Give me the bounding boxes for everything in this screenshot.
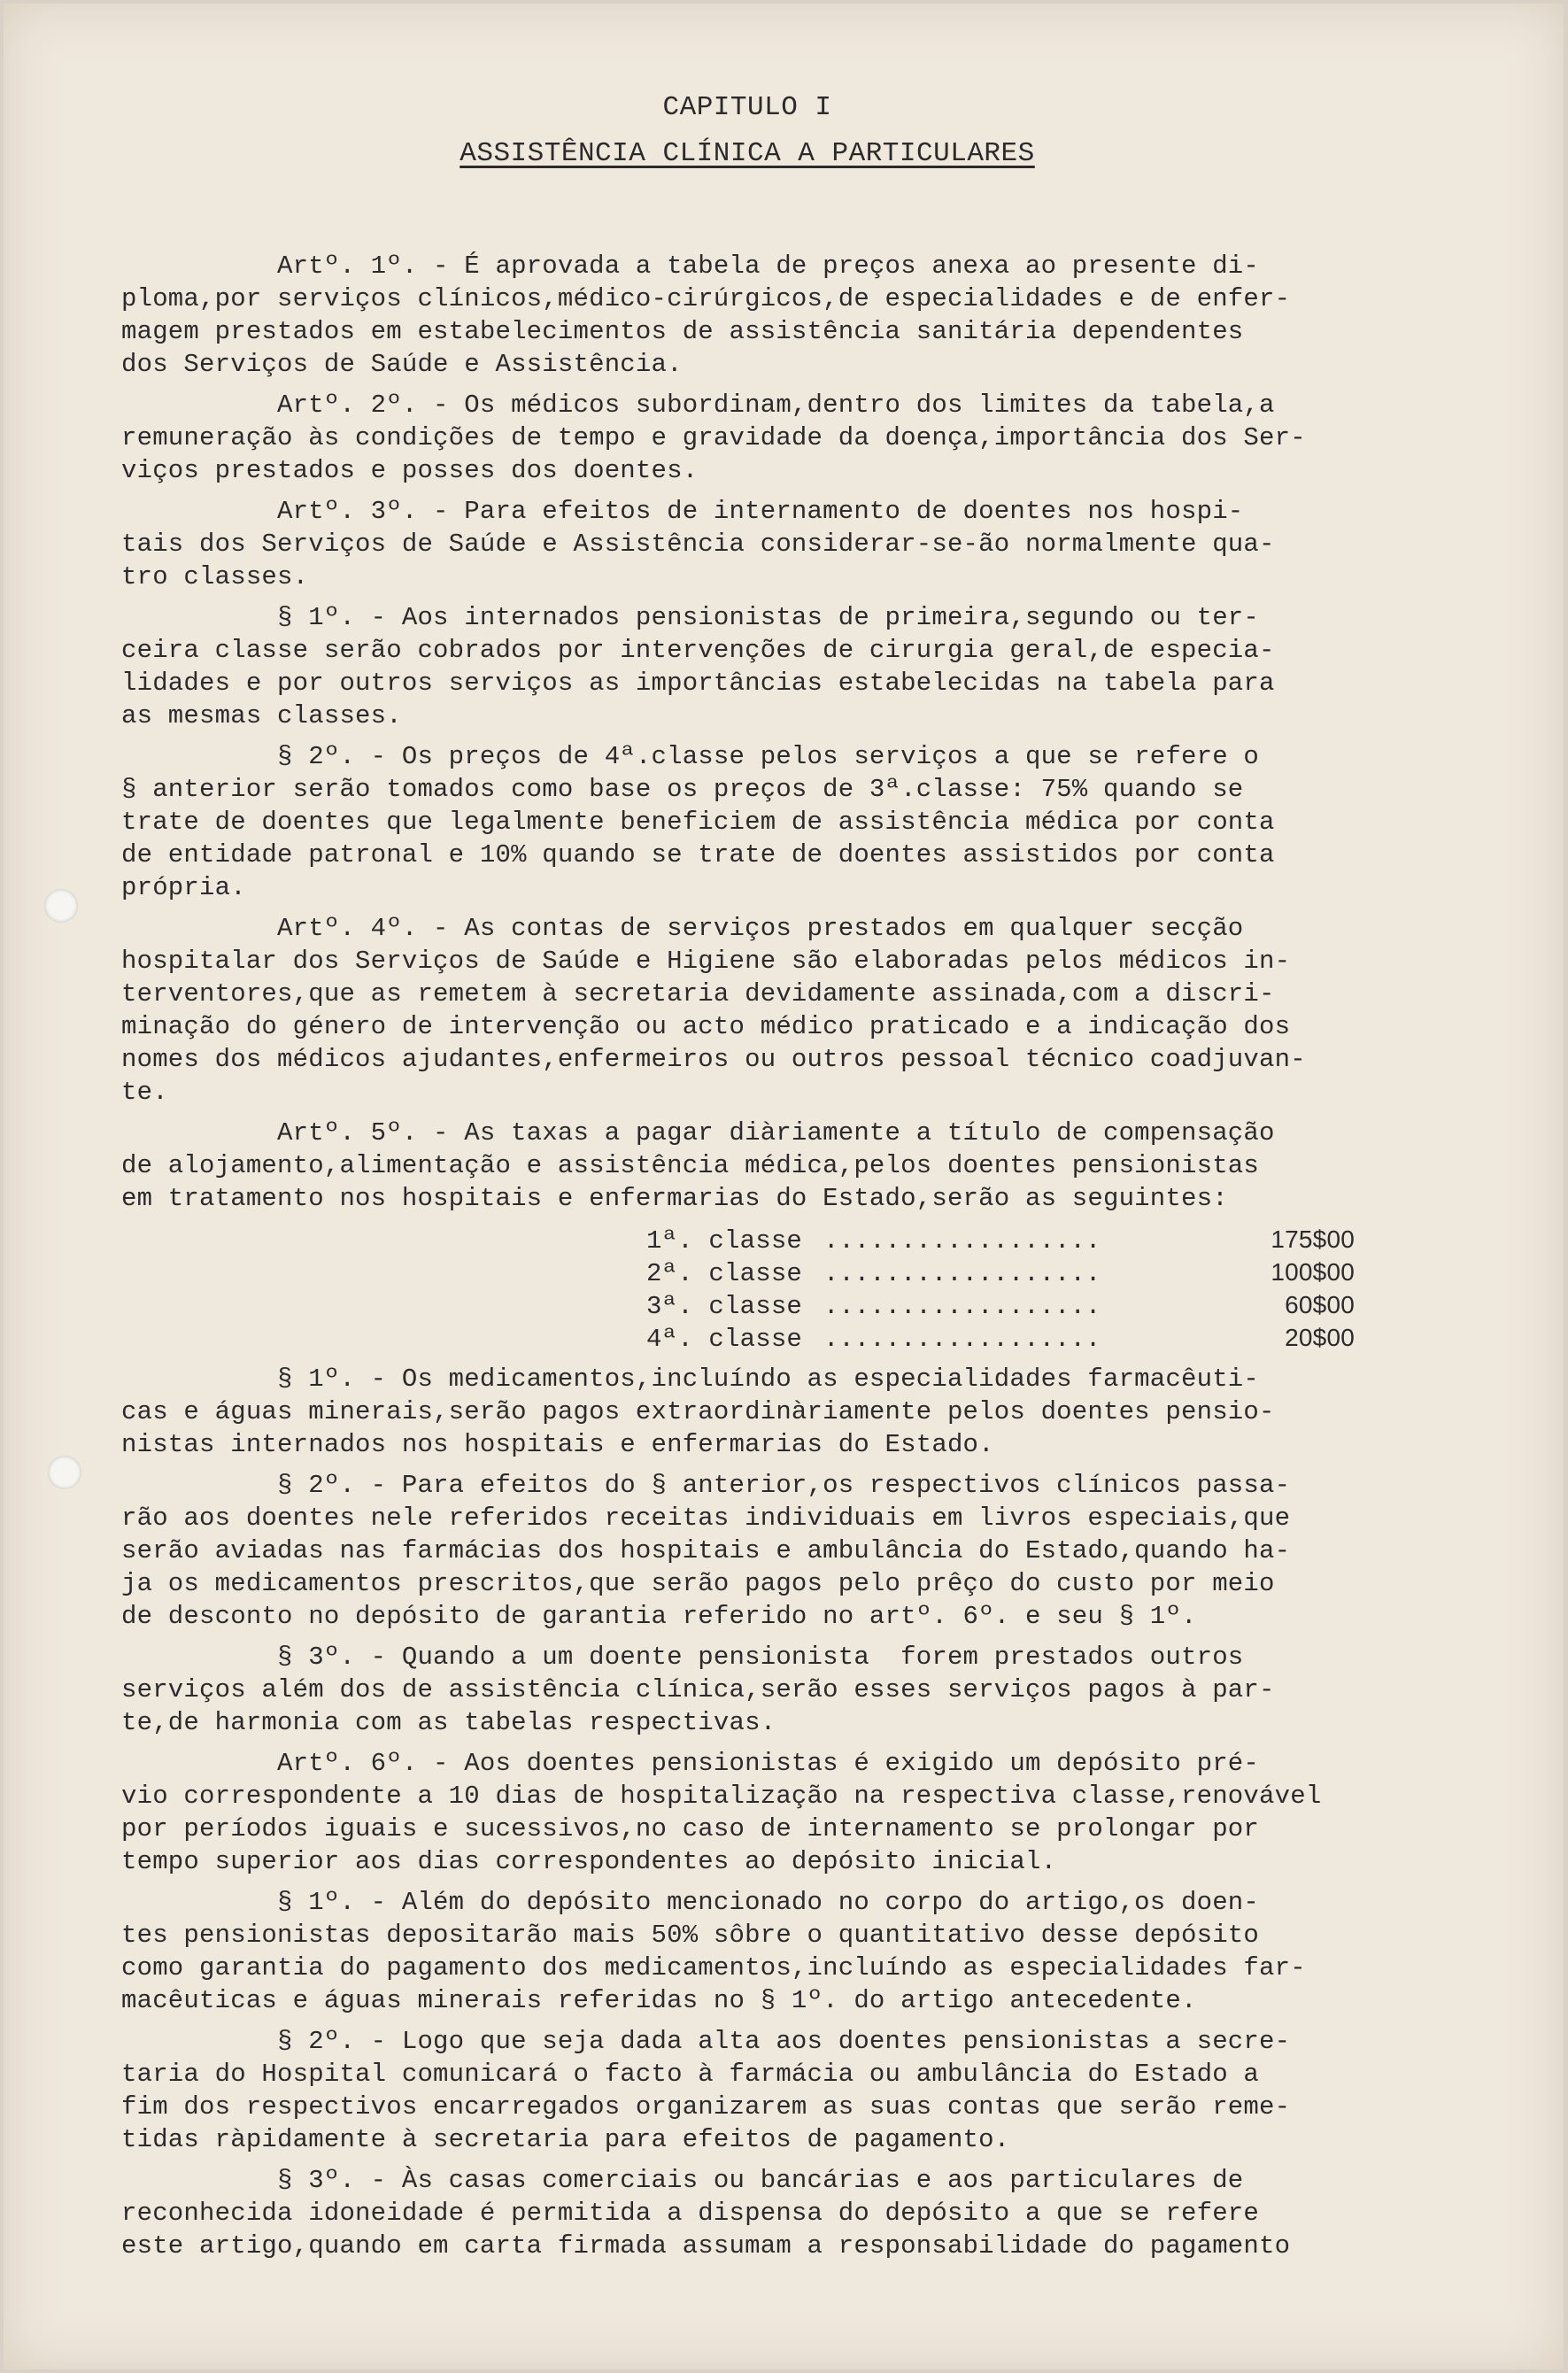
text-line: tais dos Serviços de Saúde e Assistência considerar-se-ão normalmente qua- [121,529,1275,559]
punch-hole [48,1456,81,1489]
text-line: macêuticas e águas minerais referidas no § 1º. do artigo antecedente. [121,1986,1197,2015]
text-line: taria do Hospital comunicará o facto à farmácia ou ambulância do Estado a [121,2060,1260,2089]
class-label: 2ª. classe [646,1259,803,1288]
document-body [121,250,1458,2270]
text-line: § 2º. - Logo que seja dada alta aos doentes pensionistas a secre- [121,2027,1291,2056]
leader-dots: .................. [823,1292,1101,1321]
text-line: § 3º. - Às casas comerciais ou bancárias e aos particulares de [121,2166,1244,2195]
text-line: Artº. 3º. - Para efeitos de internamento de doentes nos hospi- [121,497,1244,526]
paragraph [121,1363,1458,1461]
text-line: lidades e por outros serviços as importâncias estabelecidas na tabela para [121,669,1275,698]
text-line: como garantia do pagamento dos medicamentos,incluíndo as especialidades far- [121,1953,1306,1983]
text-line: serão aviadas nas farmácias dos hospitais e ambulância do Estado,quando ha- [121,1536,1291,1565]
paragraph [121,250,1458,381]
class-label: 4ª. classe [646,1325,803,1354]
daily-rate: 60$00 [1285,1291,1355,1318]
text-line: magem prestados em estabelecimentos de assistência sanitária dependentes [121,317,1244,346]
text-line: reconhecida idoneidade é permitida a dispensa do depósito a que se refere [121,2199,1260,2228]
text-line: em tratamento nos hospitais e enfermarias do Estado,serão as seguintes: [121,1184,1228,1213]
leader-dots: .................. [823,1226,1101,1256]
articles-1-5 [121,250,1458,1215]
text-line: § 1º. - Aos internados pensionistas de primeira,segundo ou ter- [121,603,1260,632]
text-line: remuneração às condições de tempo e gravidade da doença,importância dos Ser- [121,423,1306,452]
text-line: nomes dos médicos ajudantes,enfermeiros ou outros pessoal técnico coadjuvan- [121,1045,1306,1074]
text-line: de desconto no depósito de garantia referido no artº. 6º. e seu § 1º. [121,1602,1197,1631]
text-line: vio correspondente a 10 dias de hospitalização na respectiva classe,renovável [121,1782,1322,1811]
articles-5-6-paragraphs [121,1363,1458,2262]
chapter-heading: CAPITULO I [662,92,832,123]
punch-hole [44,889,78,923]
text-line: Artº. 5º. - As taxas a pagar diàriamente a título de compensação [121,1118,1275,1148]
text-line: § 2º. - Os preços de 4ª.classe pelos serviços a que se refere o [121,742,1260,771]
text-line: § 2º. - Para efeitos do § anterior,os respectivos clínicos passa- [121,1471,1291,1500]
text-line: tes pensionistas depositarão mais 50% sôbre o quantitativo desse depósito [121,1921,1260,1950]
text-line: tempo superior aos dias correspondentes ao depósito inicial. [121,1847,1057,1876]
rate-row [646,1288,1399,1321]
chapter-title-text: ASSISTÊNCIA CLÍNICA A PARTICULARES [460,138,1035,169]
text-line: tidas ràpidamente à secretaria para efeitos de pagamento. [121,2125,1010,2154]
paragraph [121,1886,1458,2017]
text-line: Artº. 1º. - É aprovada a tabela de preços anexa ao presente di- [121,251,1260,281]
text-line: Artº. 2º. - Os médicos subordinam,dentro dos limites da tabela,a [121,390,1275,420]
rate-row [646,1223,1399,1256]
paragraph [121,1747,1458,1878]
text-line: Artº. 4º. - As contas de serviços prestados em qualquer secção [121,914,1244,943]
leader-dots: .................. [823,1325,1101,1354]
class-label: 1ª. classe [646,1226,803,1256]
leader-dots: .................. [823,1259,1101,1288]
daily-rate: 175$00 [1271,1225,1355,1253]
text-line: própria. [121,873,246,902]
rate-row [646,1321,1399,1354]
text-line: serviços além dos de assistência clínica,serão esses serviços pagos à par- [121,1675,1275,1704]
document-page [4,4,1564,2369]
paragraph [121,601,1458,732]
daily-rate: 20$00 [1285,1324,1355,1351]
text-line: dos Serviços de Saúde e Assistência. [121,350,683,379]
text-line: viços prestados e posses dos doentes. [121,456,699,485]
text-line: rão aos doentes nele referidos receitas individuais em livros especiais,que [121,1503,1291,1533]
class-label: 3ª. classe [646,1292,803,1321]
paragraph [121,389,1458,487]
text-line: terventores,que as remetem à secretaria devidamente assinada,com a discri- [121,979,1275,1009]
text-line: por períodos iguais e sucessivos,no caso de internamento se prolongar por [121,1814,1260,1844]
paragraph [121,1469,1458,1633]
paragraph [121,495,1458,593]
text-line: hospitalar dos Serviços de Saúde e Higiene são elaboradas pelos médicos in- [121,947,1291,976]
text-line: tro classes. [121,562,309,591]
text-line: este artigo,quando em carta firmada assumam a responsabilidade do pagamento [121,2231,1291,2261]
paragraph [121,1117,1458,1215]
chapter-title [4,138,1491,169]
rate-row [646,1256,1399,1288]
text-line: nistas internados nos hospitais e enfermarias do Estado. [121,1430,994,1459]
text-line: minação do género de intervenção ou acto médico praticado e a indicação dos [121,1012,1291,1041]
text-line: Artº. 6º. - Aos doentes pensionistas é exigido um depósito pré- [121,1749,1260,1778]
paragraph [121,912,1458,1109]
text-line: te. [121,1078,168,1107]
text-line: de entidade patronal e 10% quando se trate de doentes assistidos por conta [121,840,1275,870]
text-line: cas e águas minerais,serão pagos extraordinàriamente pelos doentes pensio- [121,1397,1275,1426]
daily-rate: 100$00 [1271,1258,1355,1286]
daily-rates-table [646,1223,1399,1354]
text-line: § 3º. - Quando a um doente pensionista forem prestados outros [121,1643,1244,1672]
text-line: § 1º. - Os medicamentos,incluíndo as especialidades farmacêuti- [121,1364,1260,1394]
text-line: § 1º. - Além do depósito mencionado no corpo do artigo,os doen- [121,1888,1260,1917]
paragraph [121,2164,1458,2262]
paragraph [121,1641,1458,1739]
paragraph [121,740,1458,904]
text-line: § anterior serão tomados como base os preços de 3ª.classe: 75% quando se [121,775,1244,804]
text-line: ploma,por serviços clínicos,médico-cirúrgicos,de especialidades e de enfer- [121,284,1291,313]
text-line: ceira classe serão cobrados por intervenções de cirurgia geral,de especia- [121,636,1275,665]
text-line: as mesmas classes. [121,701,402,730]
text-line: de alojamento,alimentação e assistência médica,pelos doentes pensionistas [121,1151,1260,1180]
text-line: fim dos respectivos encarregados organizarem as suas contas que serão reme- [121,2092,1291,2122]
text-line: trate de doentes que legalmente beneficiem de assistência médica por conta [121,808,1275,837]
paragraph [121,2025,1458,2156]
text-line: ja os medicamentos prescritos,que serão pagos pelo prêço do custo por meio [121,1569,1275,1598]
text-line: te,de harmonia com as tabelas respectivas. [121,1708,776,1737]
